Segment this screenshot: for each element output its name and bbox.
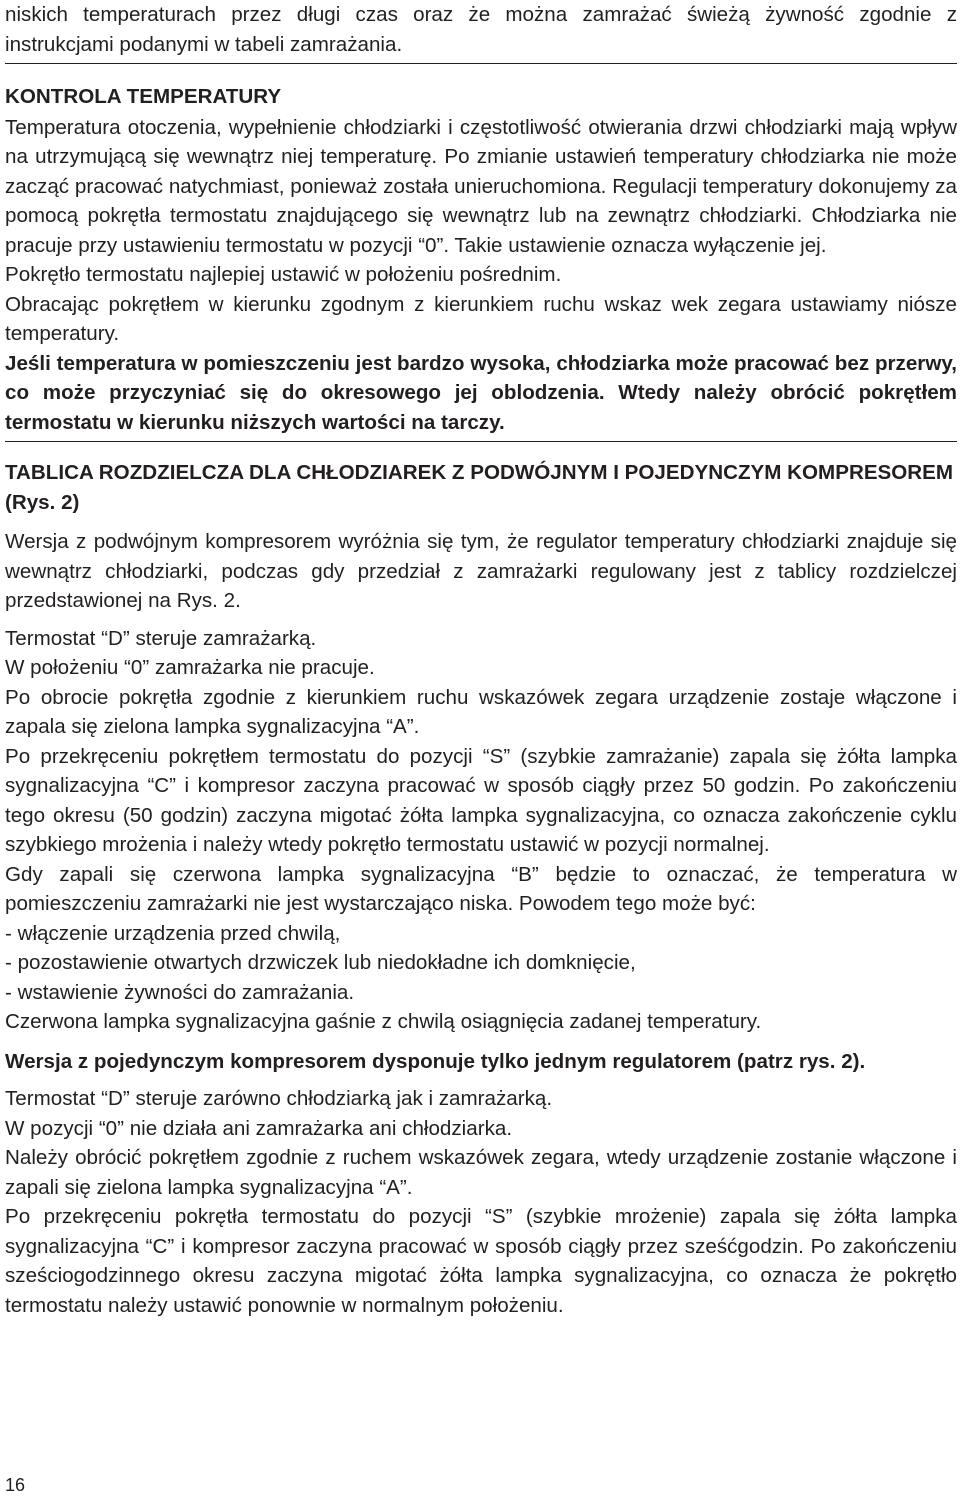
body-paragraph: Pokrętło termostatu najlepiej ustawić w położeniu pośrednim. (5, 263, 562, 286)
temperature-control-section (5, 82, 957, 437)
body-paragraph: Wersja z podwójnym kompresorem wyróżnia się tym, że regulator temperatury chłodziarki znajduje się wewnątrz chłodziarki, podczas gdy przedział z zamrażarki regulowany jest z tablicy rozdzielczej przedstawionej na Rys. 2. (5, 530, 957, 612)
body-paragraph: Po przekręceniu pokrętłem termostatu do pozycji “S” (szybkie zamrażanie) zapala się żółta lampka sygnalizacyjna “C” i kompresor zaczyna pracować w sposób ciągły przez 50 godzin. Po zakończeniu tego okresu (50 godzin) zaczyna migotać żółta lampka sygnalizacyjna, co oznacza zakończenie cyklu szybkiego mrożenia i należy wtedy pokrętło termostatu ustawić w pozycji normalnej. (5, 744, 957, 856)
body-paragraph: Termostat “D” steruje zamrażarką. (5, 626, 317, 650)
subsection-heading: Wersja z pojedynczym kompresorem dysponuje tylko jednym regulatorem (patrz rys. 2). (5, 1049, 866, 1073)
list-item: - wstawienie żywności do zamrażania. (5, 980, 355, 1004)
control-panel-section (5, 458, 957, 1037)
single-compressor-section (5, 1047, 957, 1321)
section-heading: TABLICA ROZDZIELCZA DLA CHŁODZIAREK Z PODWÓJNYM I POJEDYNCZYM KOMPRESOREM (Rys. 2) (5, 461, 954, 514)
body-paragraph: Po przekręceniu pokrętła termostatu do pozycji “S” (szybkie mrożenie) zapala się żółta lampka sygnalizacyjna “C” i kompresor zaczyna pracować w sposób ciągły przez sześćgodzin. Po zakończeniu sześciogodzinnego okresu zaczyna migotać żółta lampka sygnalizacyjna, co oznacza że pokrętło termostatu należy ustawić ponownie w normalnym położeniu. (5, 1205, 957, 1317)
section-heading: KONTROLA TEMPERATURY (5, 85, 282, 108)
list-item: - włączenie urządzenia przed chwilą, (5, 921, 341, 945)
page-number: 16 (5, 1475, 26, 1495)
manual-page (5, 0, 957, 1320)
continuation-paragraph: niskich temperaturach przez długi czas oraz że można zamrażać świeżą żywność zgodnie z instrukcjami podanymi w tabeli zamrażania. (5, 3, 957, 56)
body-paragraph: W położeniu “0” zamrażarka nie pracuje. (5, 656, 375, 679)
body-paragraph: Termostat “D” steruje zarówno chłodziarką jak i zamrażarką. (5, 1087, 553, 1110)
body-paragraph: Czerwona lampka sygnalizacyjna gaśnie z chwilą osiągnięcia zadanej temperatury. (5, 1010, 762, 1033)
section-divider (5, 441, 957, 442)
body-paragraph: Należy obrócić pokrętłem zgodnie z ruchem wskazówek zegara, wtedy urządzenie zostanie włączone i zapali się zielona lampka sygnalizacyjna “A”. (5, 1146, 957, 1199)
body-paragraph: Obracając pokrętłem w kierunku zgodnym z kierunkiem ruchu wskaz wek zegara ustawiamy niósze temperatury. (5, 292, 957, 345)
section-divider (5, 63, 957, 64)
body-paragraph: Po obrocie pokrętła zgodnie z kierunkiem ruchu wskazówek zegara urządzenie zostaje włączone i zapala się zielona lampka sygnalizacyjna “A”. (5, 685, 957, 738)
body-paragraph: Temperatura otoczenia, wypełnienie chłodziarki i częstotliwość otwierania drzwi chłodziarki mają wpływ na utrzymującą się wewnątrz niej temperaturę. Po zmianie ustawień temperatury chłodziarka nie może zacząć pracować natychmiast, ponieważ została unieruchomiona. Regulacji temperatury dokonujemy za pomocą pokrętła termostatu znajdującego się wewnątrz lub na zewnątrz chłodziarki. Chłodziarka nie pracuje przy ustawieniu termostatu w pozycji “0”. Takie ustawienie oznacza wyłączenie jej. (5, 115, 957, 257)
body-paragraph: Gdy zapali się czerwona lampka sygnalizacyjna “B” będzie to oznaczać, że temperatura w pomieszczeniu zamrażarki nie jest wystarczająco niska. Powodem tego może być: (5, 862, 957, 915)
body-paragraph: W pozycji “0” nie działa ani zamrażarka ani chłodziarka. (5, 1116, 513, 1140)
list-item: - pozostawienie otwartych drzwiczek lub niedokładne ich domknięcie, (5, 951, 636, 974)
warning-paragraph: Jeśli temperatura w pomieszczeniu jest bardzo wysoka, chłodziarka może pracować bez przerwy, co może przyczyniać się do okresowego jej oblodzenia. Wtedy należy obrócić pokrętłem termostatu w kierunku niższych wartości na tarczy. (5, 351, 957, 434)
